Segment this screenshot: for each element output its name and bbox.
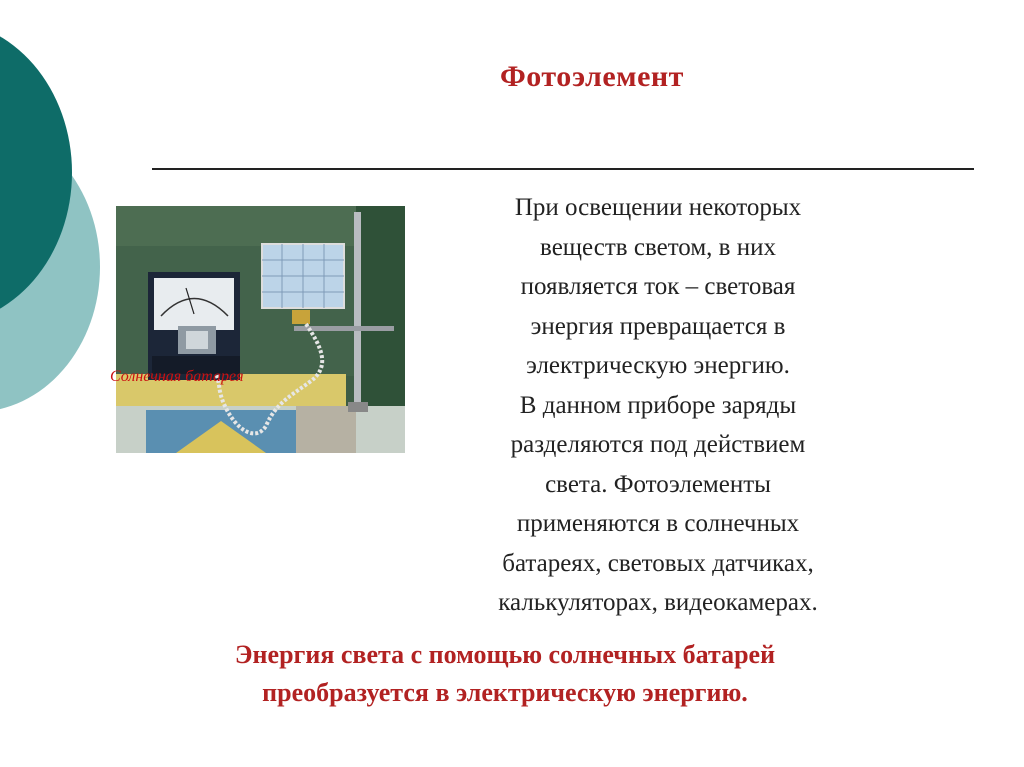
- body-line: применяются в солнечных: [516, 510, 800, 537]
- body-line: разделяются под действием: [510, 431, 806, 458]
- title-divider: [152, 168, 974, 170]
- body-line: электрическую энергию.: [526, 352, 790, 379]
- conclusion-line: преобразуется в электрическую энергию.: [262, 678, 748, 707]
- conclusion-text: [110, 636, 900, 712]
- body-line: калькуляторах, видеокамерах.: [498, 589, 818, 616]
- body-line: появляется ток – световая: [520, 273, 796, 300]
- conclusion-line: Энергия света с помощью солнечных батарей: [234, 640, 776, 669]
- body-line: При освещении некоторых: [514, 194, 802, 221]
- apparatus-photo: [116, 206, 405, 453]
- photo-caption: Солнечная батарея: [110, 368, 244, 385]
- body-line: батареях, световых датчиках,: [502, 549, 814, 577]
- slide-title: Фотоэлемент: [500, 60, 684, 93]
- body-line: света. Фотоэлементы: [545, 470, 771, 498]
- body-line: веществ светом, в них: [540, 233, 776, 261]
- body-line: В данном приборе заряды: [519, 391, 797, 419]
- body-paragraph: [420, 188, 896, 623]
- body-line: энергия превращается в: [530, 312, 786, 340]
